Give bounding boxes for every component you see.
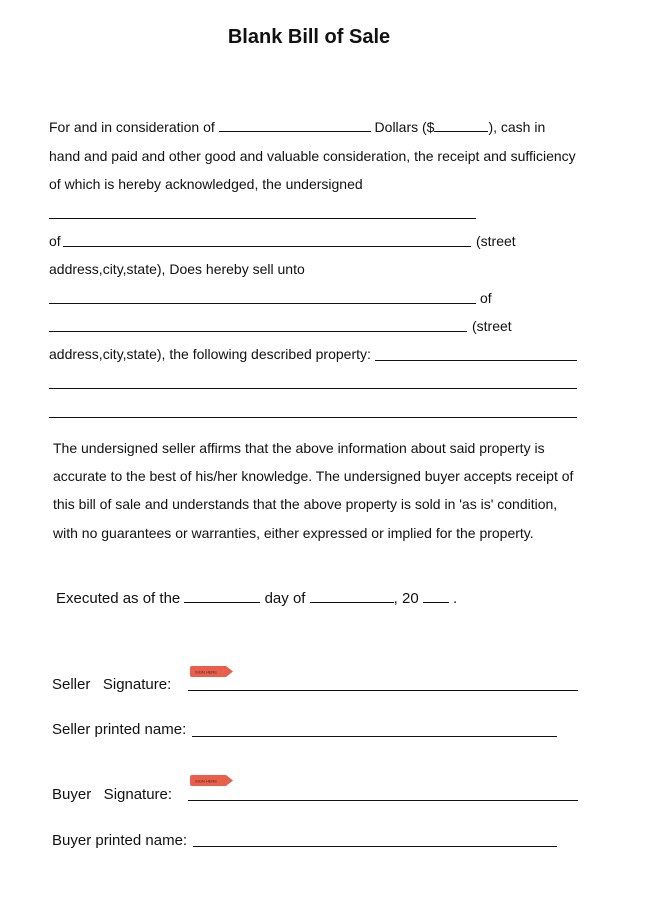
day-of-label: day of [264,590,306,607]
cash-in-label: ), cash in [488,119,546,135]
seller-address-field[interactable] [63,246,471,247]
year-field[interactable] [423,590,449,603]
affirmation-line1: The undersigned seller affirms that the above information about said property is [53,440,545,456]
year-prefix-label: , 20 [393,590,419,607]
affirmation-line4: with no guarantees or warranties, either expressed or implied for the property. [53,525,534,541]
sign-here-text: SIGN HERE [194,778,218,784]
seller-printed-name-field[interactable] [192,736,557,737]
page-title: Blank Bill of Sale [227,26,391,48]
consideration-text-line2: hand and paid and other good and valuable consideration, the receipt and sufficiency [49,148,576,164]
of-label-2: of [480,290,492,306]
of-label: of [49,233,61,249]
property-label: address,city,state), the following described property: [49,346,371,362]
seller-signature-label: Seller Signature: [52,676,172,693]
dollars-label: Dollars ($ [374,119,435,135]
property-field-2[interactable] [49,388,577,389]
sign-here-tag[interactable] [190,774,234,787]
sign-here-tag[interactable] [190,665,234,678]
buyer-signature-label: Buyer Signature: [52,786,173,803]
consideration-label: For and in consideration of [49,119,215,135]
street-label-1: (street [476,233,516,249]
affirmation-line3: this bill of sale and understands that the above property is sold in 'as is' condition, [53,496,558,512]
month-field[interactable] [310,590,394,603]
consideration-line [49,119,545,135]
seller-printed-name-label: Seller printed name: [52,721,187,738]
executed-label: Executed as of the [56,590,181,607]
seller-name-field[interactable] [49,218,476,219]
affirmation-line2: accurate to the best of his/her knowledge. The undersigned buyer accepts receipt of [53,468,574,484]
seller-signature-field[interactable] [188,690,578,691]
buyer-printed-name-field[interactable] [193,846,557,847]
street-label-2: (street [472,318,512,334]
property-field-1[interactable] [375,360,577,361]
buyer-signature-field[interactable] [188,800,578,801]
buyer-address-field[interactable] [49,331,467,332]
period-label: . [453,590,458,607]
property-field-3[interactable] [49,417,577,418]
buyer-name-field[interactable] [49,303,476,304]
amount-number-field[interactable] [434,119,488,132]
amount-words-field[interactable] [219,119,371,132]
consideration-text-line3: of which is hereby acknowledged, the undersigned [49,176,363,192]
sign-here-text: SIGN HERE [194,669,218,675]
buyer-printed-name-label: Buyer printed name: [52,832,188,849]
day-field[interactable] [184,590,260,603]
executed-line [56,590,457,607]
sell-unto-label: address,city,state), Does hereby sell unto [49,261,305,277]
